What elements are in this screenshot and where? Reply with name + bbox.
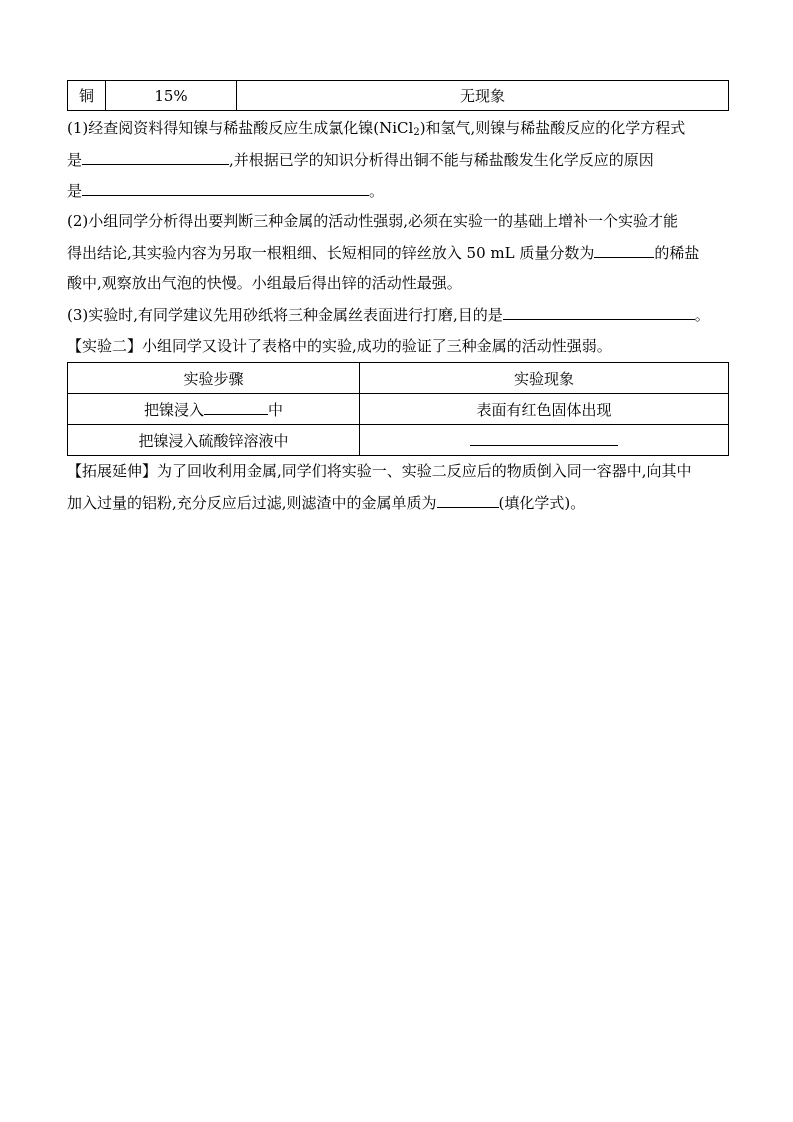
header-steps: 实验步骤	[68, 363, 360, 394]
concentration-answer-blank[interactable]	[594, 242, 654, 258]
extension-line-2	[67, 492, 747, 513]
question-1-line-1	[67, 118, 747, 143]
question-1-text: 。	[369, 182, 385, 200]
reason-answer-blank[interactable]	[82, 180, 369, 196]
step-text: 中	[268, 400, 284, 419]
phenomenon-cell	[360, 425, 729, 456]
question-1-text-end: )和氢气,则镍与稀盐酸反应的化学方程式	[419, 119, 686, 137]
phenomenon-cell: 表面有红色固体出现	[360, 394, 729, 425]
question-1-text: 是	[67, 182, 83, 200]
solution-answer-blank[interactable]	[204, 399, 268, 415]
extension-text: (填化学式)。	[498, 494, 586, 512]
table-row	[68, 81, 729, 111]
step-text: 把镍浸入	[143, 400, 204, 419]
question-1-text: 是	[67, 151, 83, 169]
question-2-line-1: (2)小组同学分析得出要判断三种金属的活动性强弱,必须在实验一的基础上增补一个实验才能	[67, 212, 679, 230]
question-1-line-2	[67, 149, 747, 170]
step-cell: 把镍浸入硫酸锌溶液中	[68, 425, 360, 456]
header-phenomena: 实验现象	[360, 363, 729, 394]
question-1-text: (1)经查阅资料得知镍与稀盐酸反应生成氯化镍(NiCl	[67, 119, 414, 137]
equation-answer-blank[interactable]	[82, 149, 229, 165]
question-1-line-3	[67, 180, 747, 201]
table-row	[68, 394, 729, 425]
step-cell	[68, 394, 360, 425]
extension-line-1: 【拓展延伸】为了回收利用金属,同学们将实验一、实验二反应后的物质倒入同一容器中,向其中	[67, 462, 692, 480]
question-3-text: 。	[694, 306, 710, 324]
subscript: 2	[413, 127, 420, 138]
question-3-text: (3)实验时,有同学建议先用砂纸将三种金属丝表面进行打磨,目的是	[67, 306, 503, 324]
phenomenon-cell: 无现象	[237, 81, 729, 111]
question-2-text: 得出结论,其实验内容为另取一根粗细、长短相同的锌丝放入 50 mL 质量分数为	[67, 244, 595, 262]
experiment-two-intro: 【实验二】小组同学又设计了表格中的实验,成功的验证了三种金属的活动性强弱。	[67, 337, 612, 355]
phenomenon-answer-blank[interactable]	[470, 430, 618, 446]
table-header-row	[68, 363, 729, 394]
extension-text: 加入过量的铝粉,充分反应后过滤,则滤渣中的金属单质为	[67, 494, 437, 512]
purpose-answer-blank[interactable]	[503, 304, 695, 320]
experiment-two-table	[67, 362, 729, 456]
question-1-text: ,并根据已学的知识分析得出铜不能与稀盐酸发生化学反应的原因	[229, 151, 654, 169]
concentration-cell: 15%	[106, 81, 237, 111]
metal-cell: 铜	[68, 81, 106, 111]
question-3-line	[67, 304, 747, 325]
question-2-text: 的稀盐	[654, 244, 700, 262]
metal-answer-blank[interactable]	[437, 492, 499, 508]
question-2-line-2	[67, 242, 747, 263]
question-2-line-3: 酸中,观察放出气泡的快慢。小组最后得出锌的活动性最强。	[67, 274, 462, 292]
table-row	[68, 425, 729, 456]
experiment-one-table	[67, 80, 729, 111]
